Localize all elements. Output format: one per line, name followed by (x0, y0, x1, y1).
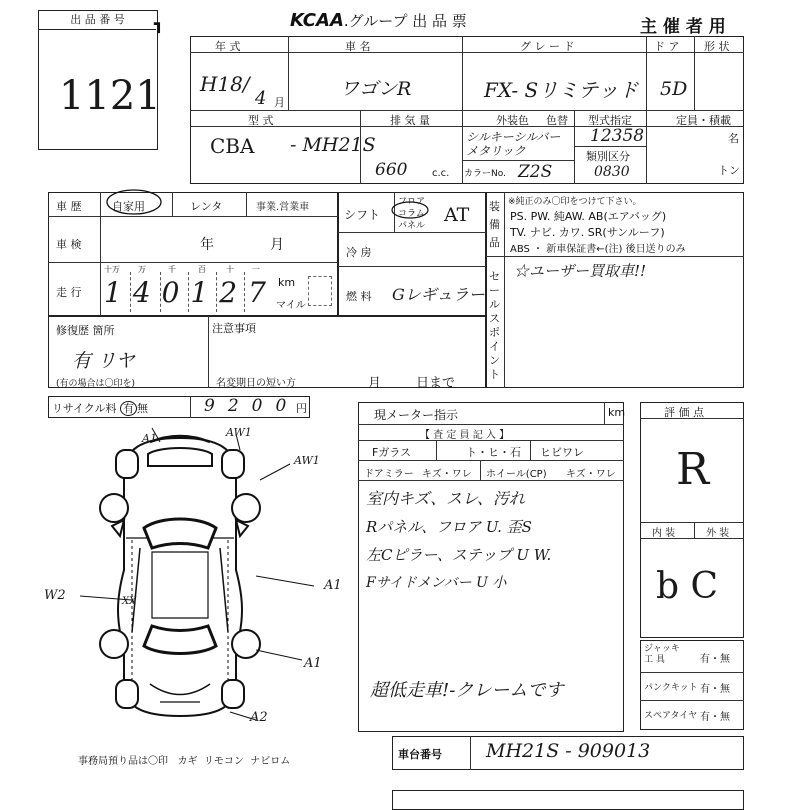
tool-spare-value: 有・無 (700, 712, 730, 723)
color-no-value: Z2S (518, 162, 553, 182)
recycle-none: 無 (136, 402, 148, 415)
meter-label: 現メーター指示 (374, 408, 459, 422)
equipment-label: 装 備 品 (489, 200, 500, 249)
history-label: 車 歴 (56, 200, 82, 213)
grade-value: FX- Sリミテッド (484, 78, 639, 102)
class-label: 類別区分 (586, 150, 630, 163)
equipment-row-3: ABS ・ 新車保証書←(注) 後日送りのみ (510, 244, 686, 255)
equipment-note: ※純正のみ〇印をつけて下さい。 (508, 197, 642, 207)
body-label: 形 状 (704, 40, 730, 53)
chassis-label: 車台番号 (398, 748, 442, 761)
footer-key: カギ (177, 756, 198, 767)
shift-panel: パネル (398, 221, 426, 231)
name-change-label: 名変期日の短い方 (216, 378, 296, 389)
sale-point-value: ☆ユーザー買取車!! (514, 262, 647, 280)
tool-jack-value: 有・無 (700, 654, 730, 665)
month-value: 4 (255, 88, 267, 109)
meter-unit: km (608, 406, 626, 419)
footer-navi: ナビロム (250, 756, 291, 767)
bottom-box (392, 790, 744, 810)
recycle-unit: 円 (296, 402, 307, 415)
mark-aw1-right: AW1 (294, 454, 320, 467)
car-name: ワゴンR (340, 78, 412, 100)
recycle-has: 有 (120, 401, 137, 416)
history-rental: レンタ (190, 200, 223, 213)
exterior-label: 外 装 (706, 528, 730, 539)
equipment-row-2: TV. ナビ. カワ. SR(サンルーフ) (510, 226, 665, 239)
glass-label: Fガラス (372, 446, 411, 459)
recycle-label-text: リサイクル料 (52, 402, 117, 415)
car-damage-diagram (20, 420, 320, 730)
inspector-title: 【 査 定 員 記 入 】 (420, 430, 510, 441)
kcaa-logo: KCAA (290, 10, 344, 31)
month-unit: 月 (274, 96, 285, 109)
digit-header-100k: 十万 (104, 265, 120, 274)
name-change-day: 日まで (416, 376, 456, 391)
mark-a1-right: A1 (324, 578, 342, 593)
office-note (78, 752, 290, 767)
doors-label: ド ア (654, 40, 680, 53)
tool-spare-label: スペアタイヤ (644, 711, 698, 721)
history-selected-circle (104, 186, 164, 218)
shift-column: コラム (398, 209, 425, 219)
wheel-label: ホイール(CP) (486, 469, 547, 480)
mirror-options: キズ・ワレ (422, 469, 472, 480)
inspection-month: 月 (270, 237, 284, 253)
mark-w2-left: W2 (44, 588, 66, 603)
model-prefix: CBA (210, 134, 255, 158)
lot-number: 1121 (59, 73, 161, 119)
color-value: シルキーシルバー メタリック (466, 130, 561, 158)
lot-number-label: 出 品 番 号 (39, 11, 156, 30)
displacement-value: 660 (375, 160, 408, 180)
model-value: - MH21S (290, 134, 376, 156)
inspection-note-4: Fサイドメンバー U 小 (366, 575, 507, 591)
inspection-remark: 超低走車!-クレームです (370, 680, 564, 701)
km-label: km (278, 276, 296, 289)
tool-puncture-label: パンクキット (644, 683, 698, 693)
model-label: 型 式 (248, 114, 274, 127)
doors-value: 5D (660, 78, 688, 100)
fuel-label: 燃 料 (346, 290, 372, 303)
class-value: 0830 (594, 164, 630, 180)
sheet-header (290, 10, 467, 31)
tool-puncture-value: 有・無 (700, 684, 730, 695)
type-spec-label: 型式指定 (588, 114, 632, 127)
color-change-label: 色替 (546, 114, 568, 127)
digit-header-10: 十 (226, 265, 234, 274)
mile-label: マイル (276, 300, 306, 311)
glass-options: ト・ヒ・石 (466, 446, 521, 459)
recycle-label (52, 400, 148, 416)
mileage-label: 走 行 (56, 286, 82, 299)
digit-header-1k: 千 (168, 265, 176, 274)
capacity-label: 定員・積載 (676, 114, 731, 127)
evaluation-score: R (676, 444, 710, 495)
name-change-month: 月 (368, 376, 382, 391)
chassis-value: MH21S - 909013 (486, 740, 651, 762)
recycle-value: 9200 (204, 396, 300, 416)
mark-a1-top: A1 (142, 432, 157, 445)
lot-number-box (38, 10, 161, 150)
color-label: 外装色 (496, 114, 529, 127)
mile-checkbox[interactable] (308, 276, 332, 306)
interior-label: 内 装 (652, 528, 676, 539)
name-label: 車 名 (345, 40, 371, 53)
equipment-row-1: PS. PW. 純AW. AB(エアバッグ) (510, 210, 667, 223)
digit-header-1: 一 (252, 265, 260, 274)
inspection-label: 車 検 (56, 238, 82, 251)
mark-a1-bottom: A1 (304, 656, 322, 671)
grade-label: グ レ ー ド (520, 40, 575, 53)
capacity-unit-tons: トン (718, 164, 740, 177)
office-note-text: 事務局預り品は〇印 (78, 756, 168, 767)
type-spec-value: 12358 (590, 126, 645, 146)
interior-exterior-score: b C (656, 566, 719, 607)
repair-value: 有 リヤ (72, 350, 135, 372)
glass-crack: ヒビワレ (540, 446, 584, 459)
sheet-title: .グループ 出 品 票 (343, 12, 467, 30)
ac-label: 冷 房 (346, 246, 372, 259)
fuel-value: Gレギュラー (392, 285, 485, 304)
shift-floor: フロア (398, 197, 426, 207)
mileage-digits (100, 262, 277, 316)
corner-mark: ┓ (154, 14, 164, 33)
inspection-note-2: Rパネル、フロア U. 歪S (366, 518, 532, 536)
displacement-label: 排 気 量 (390, 114, 430, 127)
shift-label: シフト (344, 208, 381, 222)
displacement-unit: c.c. (432, 168, 450, 179)
digit-header-10k: 万 (138, 265, 146, 274)
wheel-options: キズ・ワレ (566, 469, 616, 480)
digit-header-100: 百 (198, 265, 206, 274)
mark-xx: XX (122, 596, 137, 607)
mark-aw1-top: AW1 (226, 426, 252, 439)
inspection-note-3: 左Cピラー、ステップ U W. (366, 546, 552, 564)
footer-remote: リモコン (203, 756, 244, 767)
sale-point-label: セールスポイント (489, 270, 500, 381)
color-no-label: カラーNo. (464, 169, 506, 179)
caution-label: 注意事項 (212, 322, 256, 335)
repair-label: 修復歴 箇所 (56, 324, 115, 337)
mileage-value: 140127 (104, 276, 277, 309)
shift-value: AT (444, 204, 470, 226)
mirror-label: ドアミラー (364, 469, 414, 480)
inspection-year: 年 (200, 237, 214, 253)
copy-label: 主 催 者 用 (640, 17, 726, 37)
year-value: H18/ (200, 72, 250, 96)
shift-column-circle (390, 200, 430, 220)
mark-a2-bottom: A2 (250, 710, 268, 725)
year-label: 年 式 (215, 40, 241, 53)
repair-note: (有の場合は〇印を) (56, 379, 136, 389)
history-business: 事業.営業車 (256, 202, 310, 213)
inspection-note-1: 室内キズ、スレ、汚れ (366, 489, 525, 508)
tool-jack-label: ジャッキ 工 具 (644, 644, 680, 665)
capacity-unit-persons: 名 (728, 132, 739, 145)
evaluation-label: 評 価 点 (664, 406, 704, 419)
history-private: 自家用 (112, 200, 145, 213)
